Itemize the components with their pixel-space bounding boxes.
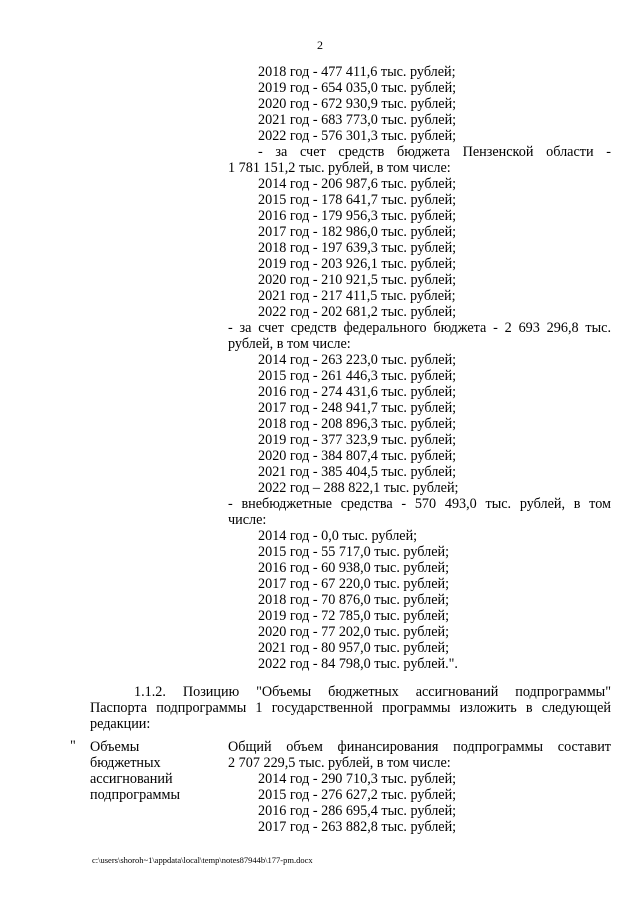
list-item: 2015 год - 55 717,0 тыс. рублей;	[258, 544, 450, 560]
list-item: 2022 год - 576 301,3 тыс. рублей;	[258, 128, 457, 144]
list-item: 2021 год - 217 411,5 тыс. рублей;	[258, 288, 456, 304]
extra-heading: - внебюджетные средства - 570 493,0 тыс. рублей, в том	[228, 496, 611, 512]
list-item: 2016 год - 60 938,0 тыс. рублей;	[258, 560, 450, 576]
federal-heading: - за счет средств федерального бюджета - 2 693 296,8 тыс.	[228, 320, 611, 336]
list-item: 2017 год - 182 986,0 тыс. рублей;	[258, 224, 457, 240]
list-item: 2017 год - 248 941,7 тыс. рублей;	[258, 400, 457, 416]
list-item: 2014 год - 206 987,6 тыс. рублей;	[258, 176, 457, 192]
list-item: 2020 год - 672 930,9 тыс. рублей;	[258, 96, 457, 112]
list-item: 2020 год - 210 921,5 тыс. рублей;	[258, 272, 457, 288]
list-item: 2018 год - 477 411,6 тыс. рублей;	[258, 64, 456, 80]
list-item: 2014 год - 0,0 тыс. рублей;	[258, 528, 418, 544]
list-item: 2014 год - 263 223,0 тыс. рублей;	[258, 352, 457, 368]
list-item: 2019 год - 377 323,9 тыс. рублей;	[258, 432, 457, 448]
table-cell-label: бюджетных	[90, 755, 161, 771]
penza-total: 1 781 151,2 тыс. рублей, в том числе:	[228, 160, 451, 176]
list-item: 2014 год - 290 710,3 тыс. рублей;	[258, 771, 457, 787]
table-cell-label: Объемы	[90, 739, 140, 755]
list-item: 2016 год - 179 956,3 тыс. рублей;	[258, 208, 457, 224]
page-number: 2	[317, 38, 323, 52]
list-item: 2015 год - 261 446,3 тыс. рублей;	[258, 368, 457, 384]
table-cell-label: ассигнований	[90, 771, 173, 787]
list-item: 2019 год - 654 035,0 тыс. рублей;	[258, 80, 457, 96]
table-cell-label: подпрограммы	[90, 787, 180, 803]
list-item: 2017 год - 263 882,8 тыс. рублей;	[258, 819, 457, 835]
paragraph-line: редакции:	[90, 716, 151, 732]
list-item: 2015 год - 178 641,7 тыс. рублей;	[258, 192, 457, 208]
list-item: 2015 год - 276 627,2 тыс. рублей;	[258, 787, 457, 803]
file-path-footer: c:\users\shoroh~1\appdata\local\temp\notes87944b\177-pm.docx	[92, 855, 313, 865]
list-item: 2016 год - 286 695,4 тыс. рублей;	[258, 803, 457, 819]
list-item: 2017 год - 67 220,0 тыс. рублей;	[258, 576, 450, 592]
total-line: Общий объем финансирования подпрограммы составит	[228, 739, 611, 755]
penza-heading: - за счет средств бюджета Пензенской области -	[258, 144, 611, 160]
paragraph-line: 1.1.2. Позицию "Объемы бюджетных ассигнований подпрограммы"	[134, 684, 611, 700]
list-item: 2018 год - 197 639,3 тыс. рублей;	[258, 240, 457, 256]
list-item: 2019 год - 203 926,1 тыс. рублей;	[258, 256, 457, 272]
list-item: 2022 год - 202 681,2 тыс. рублей;	[258, 304, 457, 320]
list-item: 2022 год - 84 798,0 тыс. рублей.".	[258, 656, 458, 672]
quote-mark: "	[70, 738, 76, 754]
total-line: 2 707 229,5 тыс. рублей, в том числе:	[228, 755, 451, 771]
list-item: 2021 год - 385 404,5 тыс. рублей;	[258, 464, 457, 480]
list-item: 2018 год - 70 876,0 тыс. рублей;	[258, 592, 450, 608]
federal-subtitle: рублей, в том числе:	[228, 336, 351, 352]
list-item: 2016 год - 274 431,6 тыс. рублей;	[258, 384, 457, 400]
paragraph-line: Паспорта подпрограммы 1 государственной программы изложить в следующей	[90, 700, 611, 716]
list-item: 2021 год - 80 957,0 тыс. рублей;	[258, 640, 450, 656]
list-item: 2022 год – 288 822,1 тыс. рублей;	[258, 480, 459, 496]
list-item: 2019 год - 72 785,0 тыс. рублей;	[258, 608, 450, 624]
list-item: 2021 год - 683 773,0 тыс. рублей;	[258, 112, 457, 128]
list-item: 2020 год - 77 202,0 тыс. рублей;	[258, 624, 450, 640]
list-item: 2018 год - 208 896,3 тыс. рублей;	[258, 416, 457, 432]
list-item: 2020 год - 384 807,4 тыс. рублей;	[258, 448, 457, 464]
extra-subtitle: числе:	[228, 512, 267, 528]
